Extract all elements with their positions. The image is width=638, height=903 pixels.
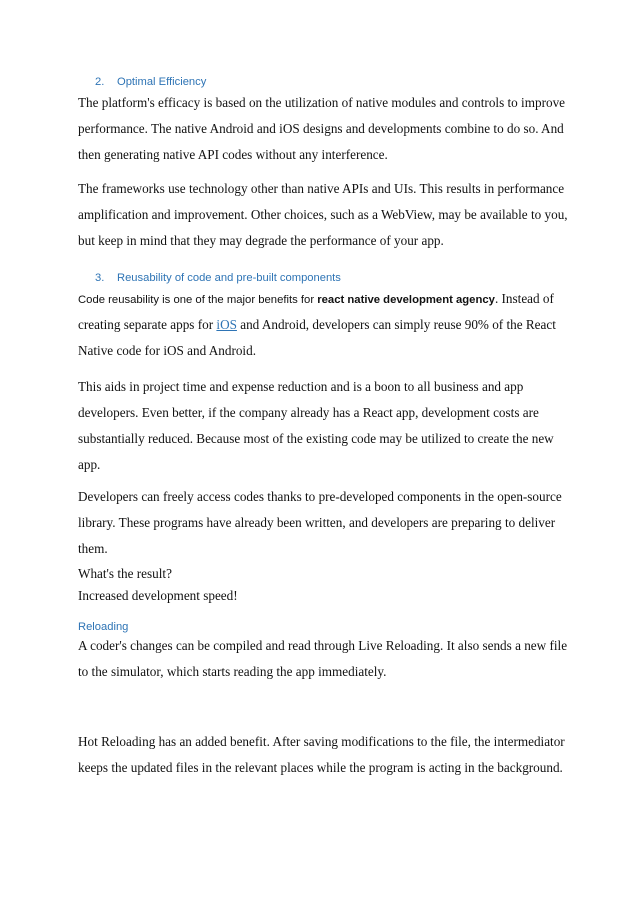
text-line: What's the result?	[78, 566, 172, 581]
reloading-paragraph-2	[78, 729, 578, 781]
text-line: Increased development speed!	[78, 588, 238, 603]
text-line: to the simulator, which starts reading the app immediately.	[78, 664, 387, 679]
text-line: developers. Even better, if the company already has a React app, development costs are	[78, 405, 539, 420]
section-2-heading: Optimal Efficiency	[117, 76, 207, 88]
text-run: Code reusability is one of the major benefits for	[78, 294, 318, 306]
text-line: keeps the updated files in the relevant places while the program is acting in the background.	[78, 760, 563, 775]
text-line: This aids in project time and expense reduction and is a boon to all business and app	[78, 379, 524, 394]
reloading-heading: Reloading	[78, 621, 129, 633]
ios-link[interactable]: iOS	[216, 317, 237, 332]
reloading-paragraph-1	[78, 633, 578, 685]
section-3-number: 3.	[95, 272, 105, 284]
section-3-paragraph-4	[78, 561, 578, 605]
section-3-paragraph-3	[78, 484, 578, 562]
section-2-paragraph-1	[78, 90, 578, 168]
text-line: The platform's efficacy is based on the utilization of native modules and controls to improve	[78, 95, 566, 110]
section-3-heading: Reusability of code and pre-built components	[117, 272, 341, 284]
text-line: Native code for iOS and Android.	[78, 343, 256, 358]
text-line: then generating native API codes without any interference.	[78, 147, 388, 162]
text-line: The frameworks use technology other than native APIs and UIs. This results in performance	[78, 181, 565, 196]
text-line: them.	[78, 541, 108, 556]
text-line: A coder's changes can be compiled and read through Live Reloading. It also sends a new file	[78, 638, 568, 653]
text-line: Developers can freely access codes thanks to pre-developed components in the open-source	[78, 489, 562, 504]
text-line: Hot Reloading has an added benefit. After saving modifications to the file, the intermediator	[78, 734, 565, 749]
section-3-paragraph-2	[78, 374, 578, 478]
section-3-paragraph-1	[78, 286, 578, 364]
section-2-paragraph-2	[78, 176, 578, 254]
text-run: . Instead of	[494, 291, 554, 306]
section-2-number: 2.	[95, 76, 105, 88]
text-run: and Android, developers can simply reuse 90% of the React	[236, 317, 556, 332]
text-line: but keep in mind that they may degrade the performance of your app.	[78, 233, 444, 248]
text-line: performance. The native Android and iOS designs and developments combine to do so. And	[78, 121, 564, 136]
text-run: creating separate apps for	[78, 317, 217, 332]
text-line	[78, 286, 578, 312]
text-line	[78, 312, 578, 338]
text-line: app.	[78, 457, 101, 472]
text-line: amplification and improvement. Other choices, such as a WebView, may be available to you,	[78, 207, 568, 222]
text-line: substantially reduced. Because most of the existing code may be utilized to create the new	[78, 431, 554, 446]
text-line: library. These programs have already been written, and developers are preparing to deliver	[78, 515, 556, 530]
agency-bold-text: react native development agency	[317, 294, 495, 306]
